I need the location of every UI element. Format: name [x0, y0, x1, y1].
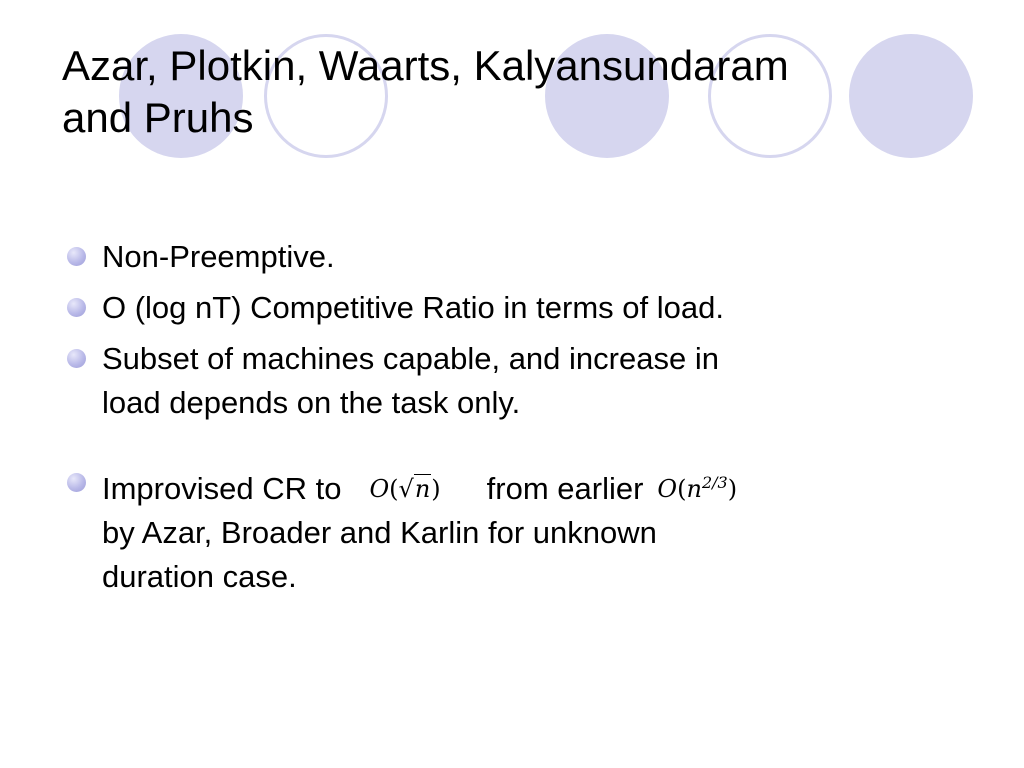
bullet-text-line-1: Subset of machines capable, and increase in [102, 341, 719, 376]
formula-o-sqrt-n: O(√n) [369, 475, 441, 503]
bullet-text: Non-Preemptive. [102, 239, 335, 274]
bullet-item-non-preemptive [62, 235, 962, 279]
bullet-dot-icon [67, 473, 86, 492]
bullet-dot-icon [67, 349, 86, 368]
bullet-text-line-2: load depends on the task only. [102, 385, 521, 420]
bullet-item-subset-of-machines [62, 337, 962, 425]
bullet-text-middle: from earlier [486, 471, 644, 506]
bullet-text-line-3: duration case. [102, 559, 297, 594]
slide-title-line-2: and Pruhs [62, 94, 254, 141]
bullet-text-prefix: Improvised CR to [102, 471, 342, 506]
slide-title [62, 40, 962, 144]
bullet-text: O (log nT) Competitive Ratio in terms of load. [102, 290, 724, 325]
bullet-dot-icon [67, 298, 86, 317]
bullet-text-line-2: by Azar, Broader and Karlin for unknown [102, 515, 657, 550]
bullet-item-competitive-ratio [62, 286, 962, 330]
formula-o-n-two-thirds: $O(n^{2/3})$ [657, 473, 738, 503]
slide-title-line-1: Azar, Plotkin, Waarts, Kalyansundaram [62, 42, 789, 89]
bullet-list [62, 235, 962, 606]
bullet-dot-icon [67, 247, 86, 266]
bullet-item-improvised-cr [62, 461, 962, 599]
bullet-line-1 [102, 461, 962, 511]
